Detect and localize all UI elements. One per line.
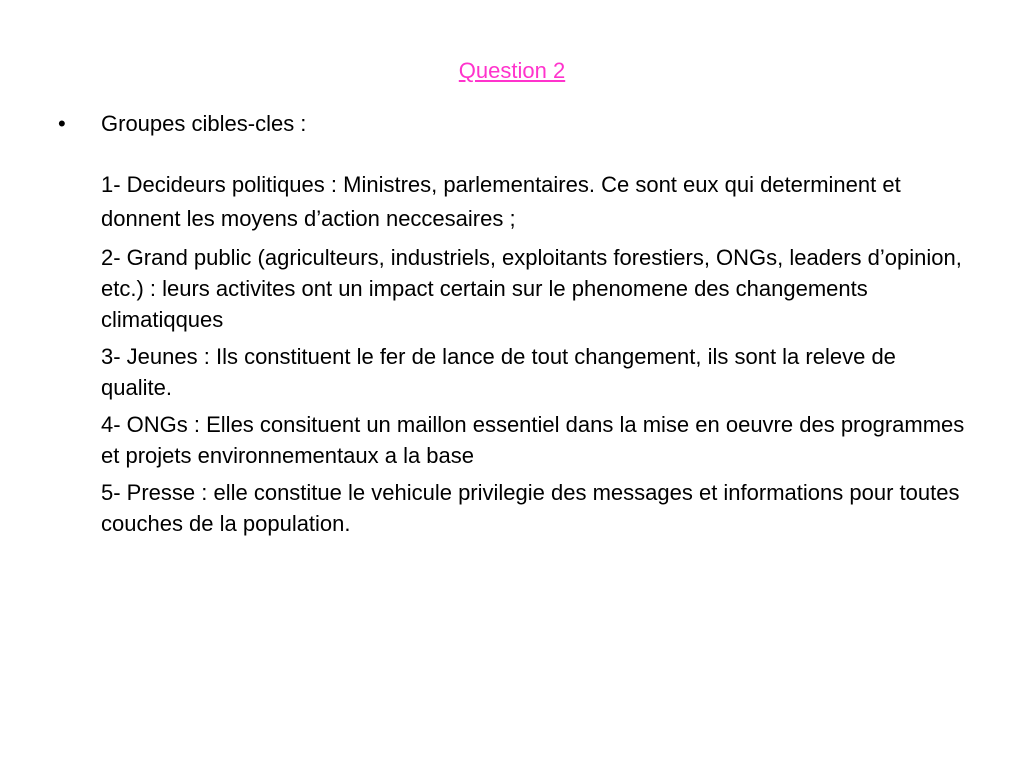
- list-item-jeunes: 3- Jeunes : Ils constituent le fer de lance de tout changement, ils sont la releve de qualite.: [101, 344, 896, 400]
- list-item-grand-public: 2- Grand public (agriculteurs, industriels, exploitants forestiers, ONGs, leaders d’opinion, etc.) : leurs activites ont un impact certain sur le phenomene des changements climatiqques: [101, 245, 962, 332]
- bullet-icon: •: [58, 111, 66, 136]
- target-groups-list: [101, 168, 971, 539]
- list-item-ongs: 4- ONGs : Elles consituent un maillon essentiel dans la mise en oeuvre des programmes et projets environnementaux a la base: [101, 412, 965, 468]
- bullet-heading: Groupes cibles-cles :: [101, 111, 307, 136]
- list-item-presse: 5- Presse : elle constitue le vehicule privilegie des messages et informations pour toutes couches de la population.: [101, 480, 960, 536]
- list-item-decideurs: 1- Decideurs politiques : Ministres, parlementaires. Ce sont eux qui determinent et donnent les moyens d’action neccesaires ;: [101, 172, 901, 231]
- slide-title[interactable]: Question 2: [458, 58, 566, 83]
